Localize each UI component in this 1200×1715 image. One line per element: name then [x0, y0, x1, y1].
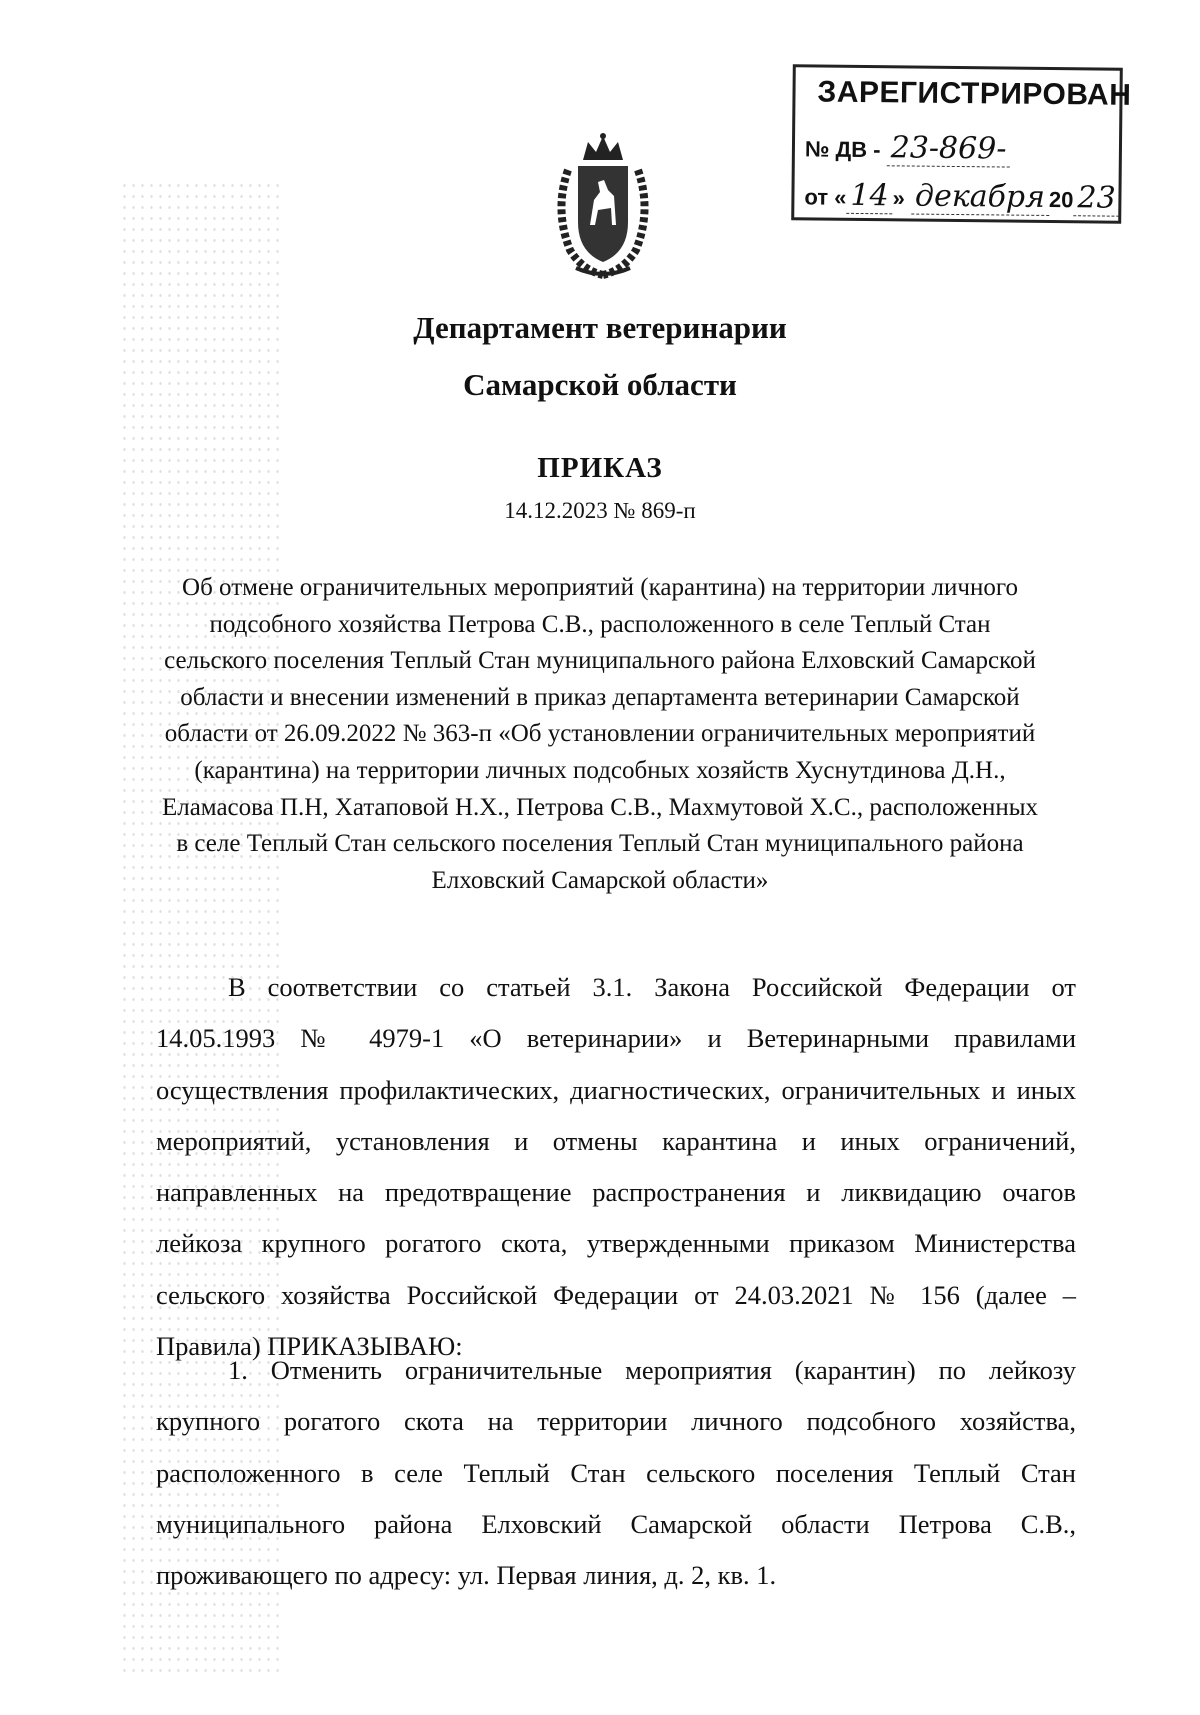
- stamp-day-handwritten: 14: [846, 178, 893, 214]
- stamp-date-prefix: от «: [804, 184, 847, 210]
- registration-stamp: [791, 64, 1132, 223]
- stamp-number-handwritten: 23-869-: [887, 130, 1011, 167]
- stamp-month-handwritten: декабря: [911, 179, 1049, 216]
- stamp-day-suffix: »: [892, 185, 906, 211]
- stamp-year-prefix: 20: [1048, 186, 1074, 213]
- order-item-1: 1. Отменить ограничительные мероприятия (карантин) по лейкозу крупного рогатого скота на территории личного подсобного хозяйства, расположенного в селе Теплый Стан сельского поселения Теплый Стан муниципального района Елховский Самарской области Петрова С.В., проживающего по адресу: ул. Первая линия, д. 2, кв. 1.: [156, 1355, 1076, 1591]
- department-name-line2: Самарской области: [463, 367, 737, 402]
- stamp-number-prefix: № ДВ -: [804, 136, 881, 163]
- preamble-paragraph: В соответствии со статьей 3.1. Закона Российской Федерации от 14.05.1993 № 4979-1 «О ветеринарии» и Ветеринарными правилами осуществления профилактических, диагностических, ограничительных и иных мероприятий, установления и отмены карантина и иных ограничений, направленных на предотвращение распространения и ликвидацию очагов лейкоза крупного рогатого скота, утвержденными приказом Министерства сельского хозяйства Российской Федерации от 24.03.2021 № 156 (далее – Правила) ПРИКАЗЫВАЮ:: [156, 972, 1076, 1362]
- department-name-line1: Департамент ветеринарии: [413, 310, 787, 345]
- document-type-title: ПРИКАЗ: [537, 452, 663, 484]
- coat-of-arms-icon: [548, 130, 658, 280]
- stamp-number-line: [805, 129, 1011, 166]
- stamp-date-line: [804, 177, 1120, 215]
- document-date-number: 14.12.2023 № 869-п: [504, 498, 696, 523]
- document-subject: Об отмене ограничительных мероприятий (карантина) на территории личного подсобного хозяйства Петрова С.В., расположенного в селе Теплый Стан сельского поселения Теплый Стан муниципального района Елховский Самарской области и внесении изменений в приказ департамента ветеринарии Самарской области от 26.09.2022 № 363-п «Об установлении ограничительных мероприятий (карантина) на территории личных подсобных хозяйств Хуснутдинова Д.Н., Еламасова П.Н, Хатаповой Н.Х., Петрова С.В., Махмутовой Х.С., расположенных в селе Теплый Стан сельского поселения Теплый Стан муниципального района Елховский Самарской области»: [161, 574, 1039, 894]
- stamp-year-handwritten: 23: [1073, 180, 1120, 216]
- stamp-title: ЗАРЕГИСТРИРОВАН: [817, 75, 1132, 112]
